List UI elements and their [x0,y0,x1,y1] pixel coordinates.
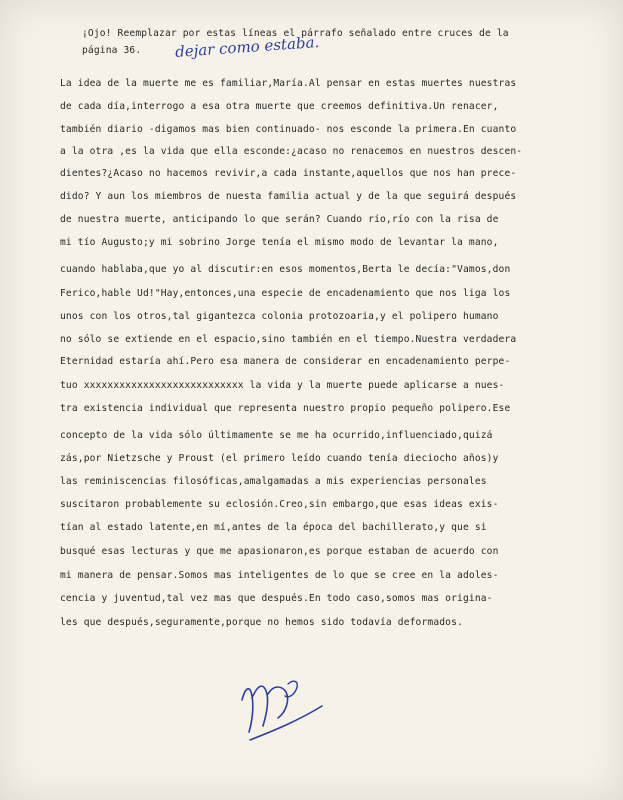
body-line-22: mi manera de pensar.Somos mas inteligentes de lo que se cree en la adoles- [60,570,499,581]
body-line-7: de nuestra muerte, anticipando lo que serán? Cuando río,río con la risa de [60,214,499,225]
body-line-5: dientes?¿Acaso no hacemos revivir,a cada instante,aquellos que nos han prece- [60,168,517,179]
body-line-21: busqué esas lecturas y que me apasionaron,es porque estaban de acuerdo con [60,546,499,557]
body-line-1: La idea de la muerte me es familiar,María.Al pensar en estas muertes nuestras [60,78,517,89]
body-line-11: unos con los otros,tal gigantezca colonia protozoaria,y el polipero humano [60,311,499,322]
body-line-14: tuo xxxxxxxxxxxxxxxxxxxxxxxxxxx la vida y la muerte puede aplicarse a nues- [60,380,505,391]
handwritten-note: dejar como estaba. [174,32,320,62]
body-line-24: les que después,seguramente,porque no hemos sido todavía deformados. [60,617,463,628]
body-line-12: no sólo se extiende en el espacio,sino también en el tiempo.Nuestra verdadera [60,334,517,345]
instruction-line-2: página 36. [82,45,142,56]
body-line-9: cuando hablaba,que yo al discutir:en esos momentos,Berta le decía:"Vamos,don [60,264,511,275]
body-line-13: Eternidad estaría ahí.Pero esa manera de considerar en encadenamiento perpe- [60,356,511,367]
body-line-15: tra existencia individual que representa nuestro propio pequeño polipero.Ese [60,403,511,414]
handwritten-signature [230,660,350,750]
body-line-8: mi tío Augusto;y mi sobrino Jorge tenía el mismo modo de levantar la mano, [60,237,499,248]
body-line-23: cencia y juventud,tal vez mas que después.En todo caso,somos mas origina- [60,593,493,604]
body-line-16: concepto de la vida sólo últimamente se me ha ocurrido,influenciado,quizá [60,430,493,441]
instruction-line-1: ¡Ojo! Reemplazar por estas líneas el párrafo señalado entre cruces de la [82,28,509,39]
body-line-18: las reminiscencias filosóficas,amalgamadas a mis experiencias personales [60,476,487,487]
body-line-3: también diario -digamos mas bien continuado- nos esconde la primera.En cuanto [60,124,517,135]
body-line-20: tían al estado latente,en mí,antes de la época del bachillerato,y que si [60,522,487,533]
body-line-19: suscitaron probablemente su eclosión.Creo,sin embargo,que esas ideas exis- [60,499,499,510]
body-line-10: Ferico,hable Ud!"Hay,entonces,una especie de encadenamiento que nos liga los [60,288,511,299]
body-line-2: de cada día,interrogo a esa otra muerte que creemos definitiva.Un renacer, [60,101,499,112]
body-line-4: a la otra ,es la vida que ella esconde:¿acaso no renacemos en nuestros descen- [60,146,523,157]
body-line-17: zás,por Nietzsche y Proust (el primero leído cuando tenía dieciocho años)y [60,453,499,464]
body-line-6: dido? Y aun los miembros de nuesta familia actual y de la que seguirá después [60,191,517,202]
